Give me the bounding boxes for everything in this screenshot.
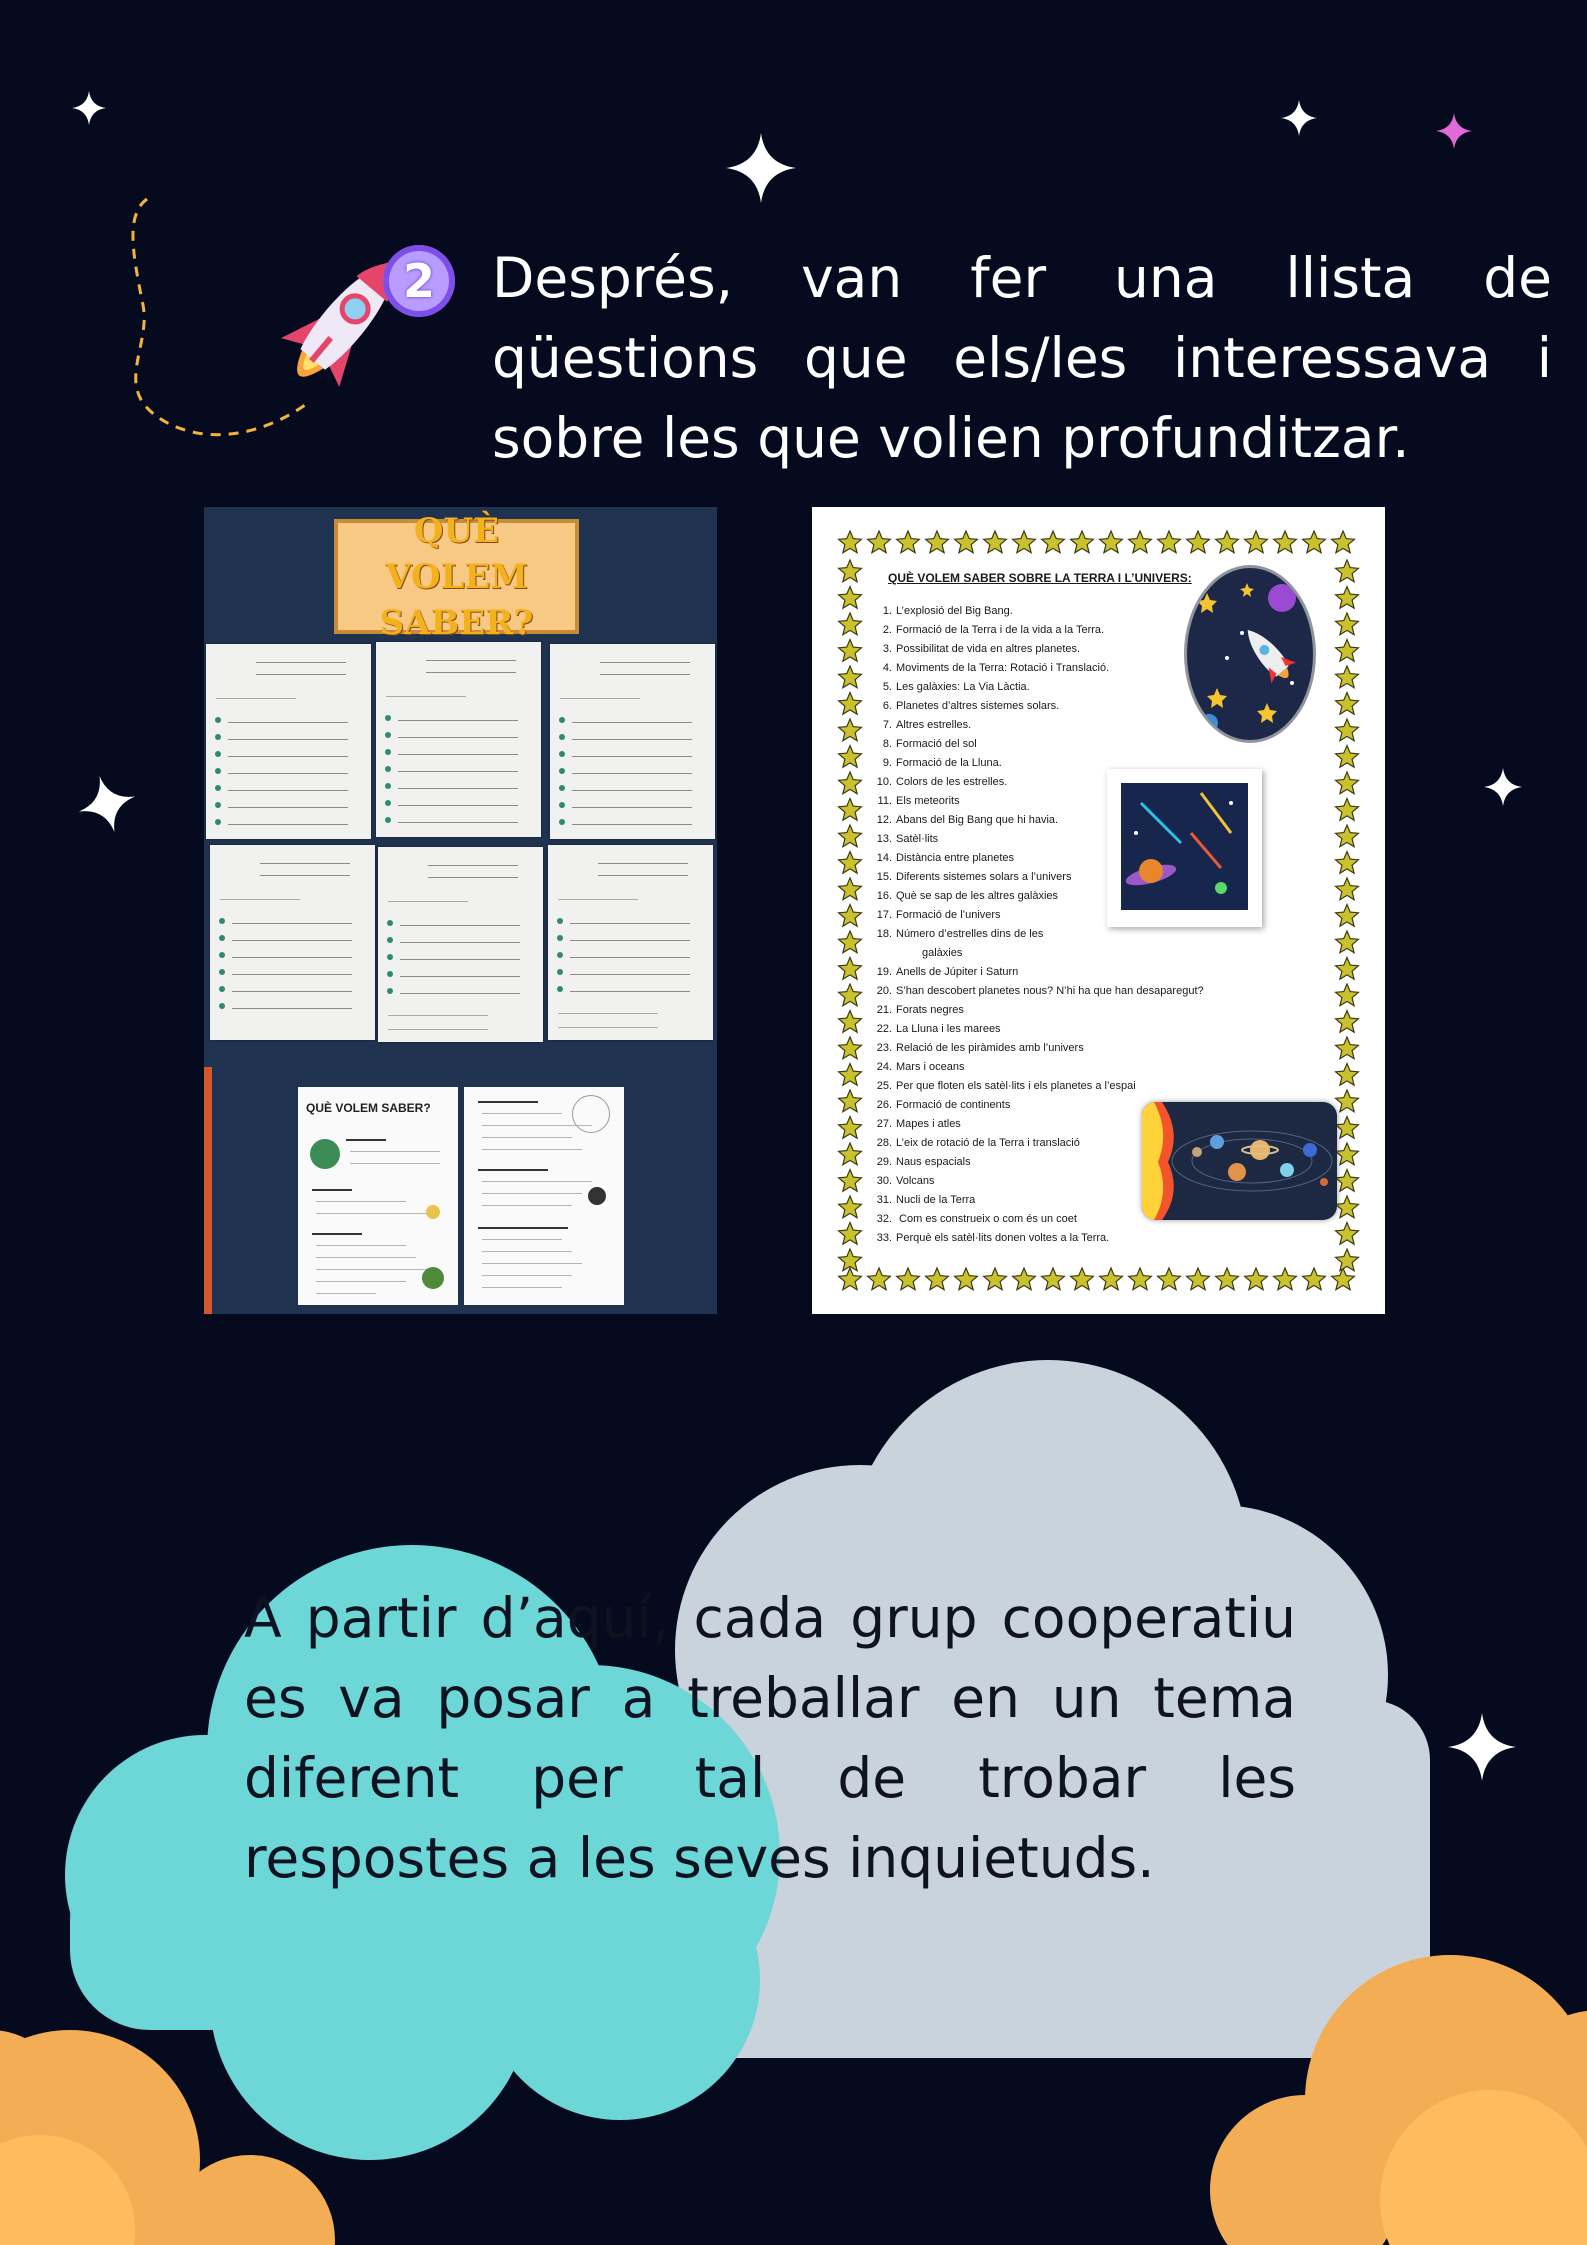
border-star-icon <box>1336 587 1359 609</box>
border-star-icon <box>1042 1268 1065 1290</box>
pink-sparkle-icon <box>1436 113 1472 149</box>
question-item <box>870 1039 1204 1058</box>
border-star-icon <box>1336 958 1359 980</box>
list-title: QUÈ VOLEM SABER SOBRE LA TERRA I L’UNIVERS: <box>888 571 1192 585</box>
question-sheet <box>376 642 541 837</box>
question-number: 11. <box>877 795 892 807</box>
question-item <box>870 678 1204 697</box>
question-item <box>870 659 1204 678</box>
border-star-icon <box>897 1268 920 1290</box>
question-text: Possibilitat de vida en altres planetes. <box>896 643 1081 655</box>
sparkle-icon <box>78 775 136 833</box>
border-star-icon <box>1336 1064 1359 1086</box>
border-star-icon <box>839 640 862 662</box>
question-text: Colors de les estrelles. <box>896 776 1008 788</box>
border-star-icon <box>1187 531 1210 553</box>
orange-strip <box>204 1067 212 1314</box>
border-star-icon <box>1336 1011 1359 1033</box>
border-star-icon <box>1336 1117 1359 1139</box>
space-egg-illustration <box>1184 565 1316 743</box>
question-item <box>870 735 1204 754</box>
question-number: 29. <box>876 1156 892 1168</box>
border-star-icon <box>984 1268 1007 1290</box>
questions-list-photo <box>812 507 1385 1314</box>
border-star-icon <box>1336 1223 1359 1245</box>
border-star-icon <box>839 693 862 715</box>
question-text: Abans del Big Bang que hi havia. <box>896 814 1059 826</box>
border-star-icon <box>839 905 862 927</box>
question-number: 13. <box>876 833 892 845</box>
border-star-icon <box>868 1268 891 1290</box>
question-number: 18. <box>876 928 892 940</box>
border-star-icon <box>1274 1268 1297 1290</box>
border-star-icon <box>1336 1090 1359 1112</box>
border-star-icon <box>1336 560 1359 582</box>
border-star-icon <box>1013 1268 1036 1290</box>
question-item <box>870 1058 1204 1077</box>
question-text: Les galàxies: La Via Làctia. <box>896 681 1030 693</box>
border-star-icon <box>839 1170 862 1192</box>
border-star-icon <box>839 1143 862 1165</box>
question-sheet <box>548 845 713 1040</box>
question-text: Com es construeix o com és un coet <box>896 1213 1077 1225</box>
question-number: 27. <box>876 1118 892 1130</box>
question-number: 24. <box>876 1061 892 1073</box>
question-number: 16. <box>876 890 892 902</box>
border-star-icon <box>984 531 1007 553</box>
border-star-icon <box>839 958 862 980</box>
border-star-icon <box>1129 531 1152 553</box>
question-text: La Lluna i les marees <box>896 1023 1001 1035</box>
border-star-icon <box>1100 531 1123 553</box>
question-text: Formació de la Terra i de la vida a la Terra. <box>896 624 1105 636</box>
question-number: 14. <box>876 852 892 864</box>
question-number: 26. <box>876 1099 892 1111</box>
border-star-icon <box>1336 905 1359 927</box>
question-number: 10. <box>876 776 892 788</box>
question-item <box>870 1229 1204 1248</box>
question-number: 23. <box>876 1042 892 1054</box>
conclusion-paragraph: A partir d’aquí, cada grup cooperatiu es va posar a treballar en un tema diferent per tal de trobar les respostes a les seves inquietuds. <box>244 1586 1296 1890</box>
border-star-icon <box>1216 1268 1239 1290</box>
border-star-icon <box>1336 1249 1359 1271</box>
border-star-icon <box>839 587 862 609</box>
border-star-icon <box>1336 1037 1359 1059</box>
border-star-icon <box>839 772 862 794</box>
border-star-icon <box>1245 1268 1268 1290</box>
border-star-icon <box>839 1064 862 1086</box>
border-star-icon <box>1216 531 1239 553</box>
question-number: 19. <box>876 966 892 978</box>
question-text: Satèl·lits <box>896 833 939 845</box>
border-star-icon <box>1336 878 1359 900</box>
border-star-icon <box>1303 531 1326 553</box>
border-star-icon <box>1336 852 1359 874</box>
border-star-icon <box>1336 613 1359 635</box>
border-star-icon <box>1158 1268 1181 1290</box>
question-item <box>870 963 1204 982</box>
border-star-icon <box>1336 799 1359 821</box>
border-star-icon <box>1129 1268 1152 1290</box>
question-text: Forats negres <box>896 1004 964 1016</box>
border-star-icon <box>839 719 862 741</box>
border-star-icon <box>926 531 949 553</box>
question-text: Formació de la Lluna. <box>896 757 1002 769</box>
board-photo <box>204 507 717 1314</box>
border-star-icon <box>1336 746 1359 768</box>
space-card-illustration <box>1107 769 1262 927</box>
question-text: Volcans <box>896 1175 935 1187</box>
question-number: 17. <box>876 909 892 921</box>
border-star-icon <box>1013 531 1036 553</box>
border-star-icon <box>839 1037 862 1059</box>
question-text: Formació de continents <box>896 1099 1011 1111</box>
question-text: Anells de Júpiter i Saturn <box>896 966 1019 978</box>
border-star-icon <box>1303 1268 1326 1290</box>
question-number: 20. <box>876 985 892 997</box>
question-item <box>870 1020 1204 1039</box>
border-star-icon <box>1332 1268 1355 1290</box>
border-star-icon <box>1336 931 1359 953</box>
border-star-icon <box>839 613 862 635</box>
border-star-icon <box>839 531 862 553</box>
border-star-icon <box>839 1011 862 1033</box>
border-star-icon <box>1336 1196 1359 1218</box>
sparkle-icon <box>72 91 106 125</box>
border-star-icon <box>1336 719 1359 741</box>
step-number-badge <box>383 245 455 317</box>
sparkle-icon <box>726 133 796 203</box>
question-item <box>870 640 1204 659</box>
question-text: Formació del sol <box>896 738 977 750</box>
border-star-icon <box>1336 1143 1359 1165</box>
border-star-icon <box>1336 984 1359 1006</box>
question-number: 28. <box>876 1137 892 1149</box>
question-text: Mapes i atles <box>896 1118 961 1130</box>
question-number: 5. <box>882 681 892 693</box>
sparkle-icon <box>1484 768 1522 806</box>
border-star-icon <box>1336 1170 1359 1192</box>
question-item <box>870 1077 1204 1096</box>
border-star-icon <box>839 1196 862 1218</box>
question-sheet <box>378 847 543 1042</box>
question-number: 12. <box>876 814 892 826</box>
border-star-icon <box>839 1090 862 1112</box>
border-star-icon <box>839 799 862 821</box>
border-star-icon <box>1100 1268 1123 1290</box>
question-item <box>870 621 1204 640</box>
rocket-icon <box>115 195 405 464</box>
question-text: L’explosió del Big Bang. <box>896 605 1013 617</box>
question-number: 8. <box>882 738 892 750</box>
border-star-icon <box>839 984 862 1006</box>
border-star-icon <box>839 931 862 953</box>
question-number: 9. <box>882 757 892 769</box>
question-item <box>870 982 1204 1001</box>
question-text: Formació de l’univers <box>896 909 1001 921</box>
question-number: 2. <box>882 624 892 636</box>
question-item <box>870 925 1204 944</box>
question-sheet <box>210 845 375 1040</box>
question-text: Per que floten els satèl·lits i els planetes a l’espai <box>896 1080 1136 1092</box>
border-star-icon <box>955 531 978 553</box>
border-star-icon <box>1336 640 1359 662</box>
border-star-icon <box>1336 825 1359 847</box>
border-star-icon <box>1274 531 1297 553</box>
border-star-icon <box>1071 531 1094 553</box>
border-star-icon <box>926 1268 949 1290</box>
question-text: L’eix de rotació de la Terra i translació <box>896 1137 1080 1149</box>
printed-leaflet-left <box>298 1087 458 1305</box>
border-star-icon <box>839 1223 862 1245</box>
question-text: Nucli de la Terra <box>896 1194 976 1206</box>
border-star-icon <box>839 825 862 847</box>
question-number: 33. <box>876 1232 892 1244</box>
border-star-icon <box>1336 693 1359 715</box>
border-star-icon <box>839 878 862 900</box>
question-item <box>870 602 1204 621</box>
question-number: 15. <box>876 871 892 883</box>
intro-paragraph: Després, van fer una llista de qüestions que els/les interessava i sobre les que volien profunditzar. <box>492 246 1552 470</box>
border-star-icon <box>868 531 891 553</box>
question-item <box>870 1001 1204 1020</box>
question-number: 1. <box>882 605 892 617</box>
question-number: 22. <box>876 1023 892 1035</box>
border-star-icon <box>839 746 862 768</box>
question-text: Número d’estrelles dins de les <box>896 928 1044 940</box>
border-star-icon <box>1071 1268 1094 1290</box>
border-star-icon <box>1187 1268 1210 1290</box>
question-text: Moviments de la Terra: Rotació i Translació. <box>896 662 1110 674</box>
question-number: 3. <box>882 643 892 655</box>
border-star-icon <box>839 1117 862 1139</box>
question-number: 31. <box>876 1194 892 1206</box>
border-star-icon <box>1158 531 1181 553</box>
question-text: Mars i oceans <box>896 1061 965 1073</box>
question-item <box>870 697 1204 716</box>
question-text: Relació de les piràmides amb l’univers <box>896 1042 1084 1054</box>
border-star-icon <box>955 1268 978 1290</box>
question-text: S’han descobert planetes nous? N’hi ha que han desaparegut? <box>896 985 1204 997</box>
solar-system-illustration <box>1142 1102 1337 1220</box>
question-text: Diferents sistemes solars a l’univers <box>896 871 1072 883</box>
question-text: galàxies <box>922 947 963 959</box>
question-number: 25. <box>876 1080 892 1092</box>
step-number: 2 <box>402 254 435 308</box>
question-item <box>870 716 1204 735</box>
question-text: Planetes d’altres sistemes solars. <box>896 700 1060 712</box>
question-text: Els meteorits <box>896 795 960 807</box>
border-star-icon <box>1245 531 1268 553</box>
border-star-icon <box>1336 772 1359 794</box>
question-sheet <box>550 644 715 839</box>
question-number: 7. <box>882 719 892 731</box>
question-number: 30. <box>876 1175 892 1187</box>
question-text: Perquè els satèl·lits donen voltes a la Terra. <box>896 1232 1110 1244</box>
question-text: Què se sap de les altres galàxies <box>896 890 1059 902</box>
printed-leaflet-right <box>464 1087 624 1305</box>
question-text: Altres estrelles. <box>896 719 972 731</box>
question-text: Distància entre planetes <box>896 852 1015 864</box>
border-star-icon <box>897 531 920 553</box>
question-text: Naus espacials <box>896 1156 971 1168</box>
question-number: 6. <box>882 700 892 712</box>
border-star-icon <box>1332 531 1355 553</box>
border-star-icon <box>1336 666 1359 688</box>
leaflet-title: QUÈ VOLEM SABER? <box>306 1101 431 1115</box>
board-banner: QUÈ VOLEM SABER? <box>334 519 579 634</box>
sparkle-icon <box>1281 100 1317 136</box>
border-star-icon <box>839 852 862 874</box>
question-number: 21. <box>876 1004 892 1016</box>
question-sheet <box>206 644 371 839</box>
border-star-icon <box>1042 531 1065 553</box>
border-star-icon <box>839 666 862 688</box>
border-star-icon <box>839 560 862 582</box>
question-number: 4. <box>882 662 892 674</box>
question-number: 32. <box>876 1213 892 1225</box>
border-star-icon <box>839 1268 862 1290</box>
question-item <box>870 944 1204 963</box>
